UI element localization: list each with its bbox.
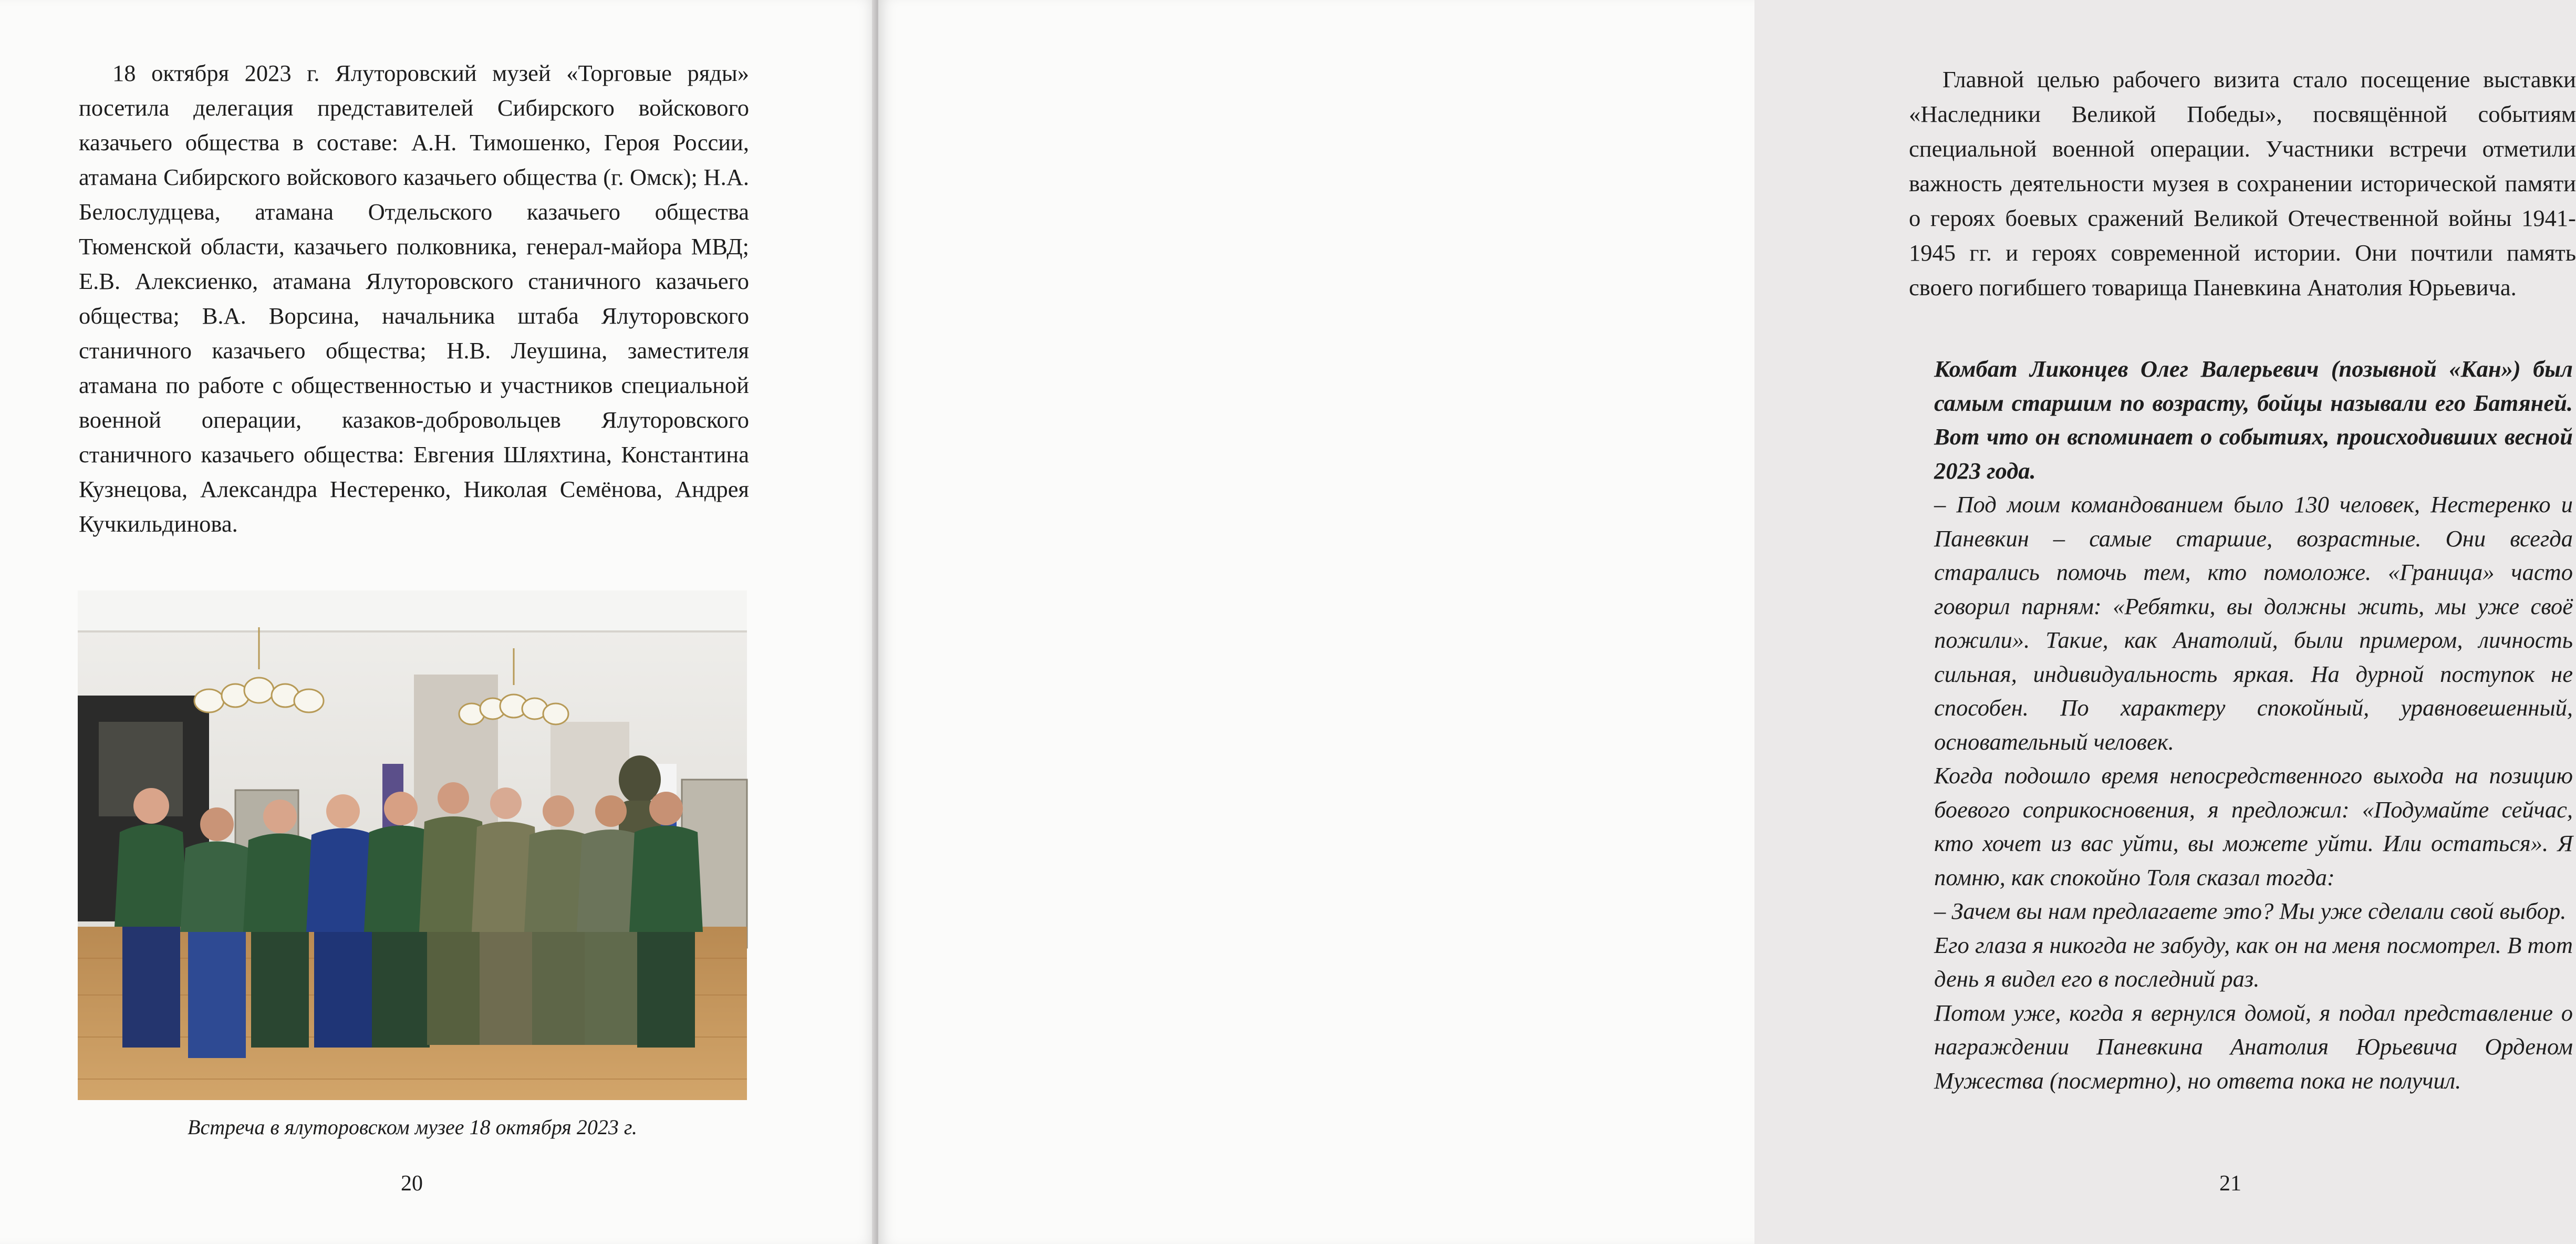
left-body-text [79,56,749,541]
veteran-quote [1934,352,2573,1097]
group-photo [78,590,747,1100]
quote-line: Когда подошло время непосредственного выхода на позицию боевого соприкосновения, я предложил: «Подумайте сейчас, кто хочет из вас уйти, вы можете уйти. Или остаться». Я помню, как спокойно Толя сказал тогда: [1934,762,2573,890]
quote-line: Его глаза я никогда не забуду, как он на меня посмотрел. В тот день я видел его в последний раз. [1934,931,2573,992]
right-body-text [1909,62,2576,305]
right-paragraph: Главной целью рабочего визита стало посещение выставки «Наследники Великой Победы», посвящённой событиям специальной военной операции. Участники встречи отметили важность деятельности музея в сохранении исторической памяти о героях боевых сражений Великой Отечественной войны 1941-1945 гг. и героях современной истории. Они почтили память своего погибшего товарища Паневкина Анатолия Юрьевича. [1909,66,2576,300]
page-number-right: 21 [2219,1172,2241,1196]
quote-line: – Под моим командованием было 130 человек, Нестеренко и Паневкин – самые старшие, возрастные. Они всегда старались помочь тем, кто помоложе. «Граница» часто говорил парням: «Ребятки, вы должны жить, мы уже своё пожили». Такие, как Анатолий, были примером, личность сильная, индивидуальность яркая. На дурной поступок не способен. По характеру спокойный, уравновешенный, основательный человек. [1934,491,2573,755]
left-page [0,0,876,1244]
right-page [878,0,2576,1244]
left-paragraph: 18 октября 2023 г. Ялуторовский музей «Торговые ряды» посетила делегация представителей Сибирского войскового казачьего общества в составе: А.Н. Тимошенко, Героя России, атамана Сибирского войскового казачьего общества (г. Омск); Н.А. Белослудцева, атамана Отдельского казачьего общества Тюменской области, казачьего полковника, генерал-майора МВД; Е.В. Алексиенко, атамана Ялуторовского станичного казачьего общества; В.А. Ворсина, начальника штаба Ялуторовского станичного казачьего общества; Н.В. Леушина, заместителя атамана по работе с общественностью и участников специальной военной операции, казаков-добровольцев Ялуторовского станичного казачьего общества: Евгения Шляхтина, Константина Кузнецова, Александра Нестеренко, Николая Семёнова, Андрея Кучкильдинова. [79,60,749,537]
quote-lead: Комбат Ликонцев Олег Валерьевич (позывной «Кан») был самым старшим по возрасту, бойцы называли его Батяней. Вот что он вспоминает о событиях, происходивших весной 2023 года. [1934,356,2573,484]
quote-line: – Зачем вы нам предлагаете это? Мы уже сделали свой выбор. [1934,898,2567,924]
page-number-left: 20 [401,1172,423,1196]
quote-line: Потом уже, когда я вернулся домой, я подал представление о награждении Паневкина Анатолия Юрьевича Орденом Мужества (посмертно), но ответа пока не получил. [1934,999,2573,1094]
photo-caption: Встреча в ялуторовском музее 18 октября 2023 г. [188,1115,637,1139]
